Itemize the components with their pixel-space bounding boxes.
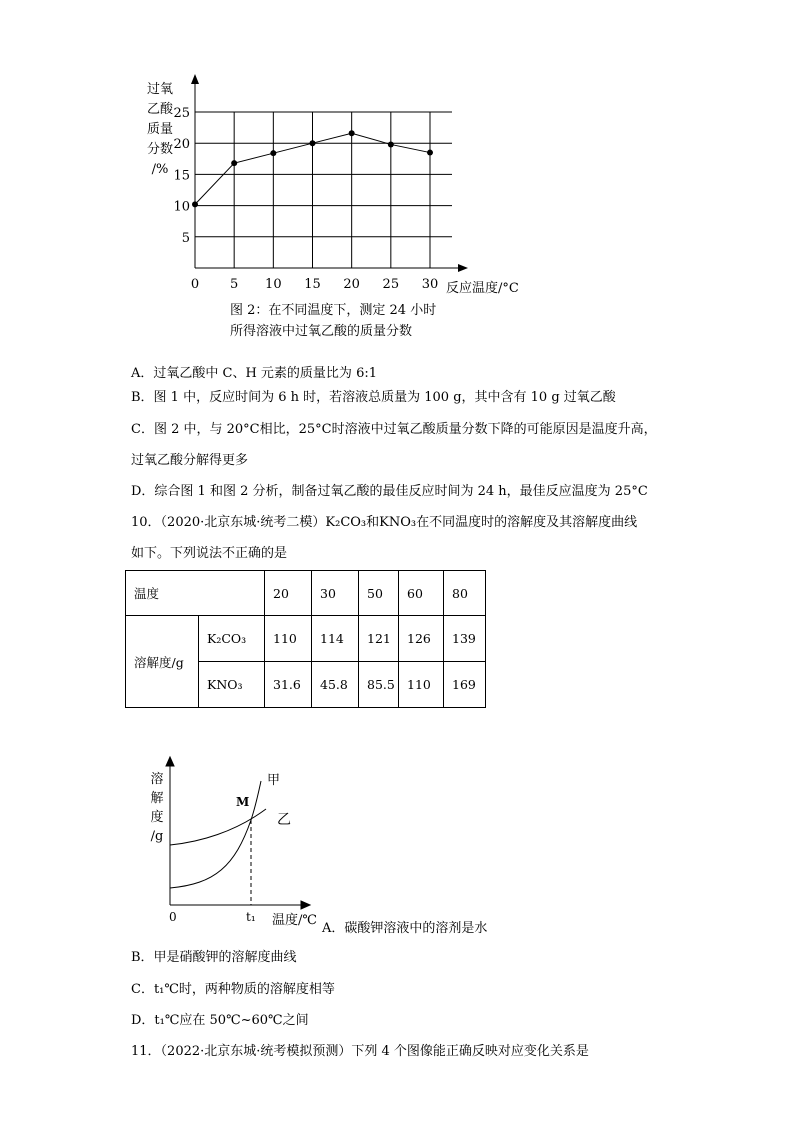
solubility-table: [125, 570, 486, 708]
table-cell: 139: [444, 616, 486, 662]
curve-label-yi: 乙: [277, 812, 291, 828]
q10-option-c: C．t₁℃时，两种物质的溶解度相等: [131, 982, 335, 997]
x-tick-label: 5: [230, 277, 239, 292]
y-tick-label: 15: [173, 168, 190, 184]
chart-ticks: [173, 106, 438, 292]
table-cell: 20: [265, 571, 312, 616]
table-cell: 45.8: [312, 662, 359, 708]
x-axis-arrow: [458, 264, 468, 272]
y-tick-label: 25: [173, 106, 190, 121]
point-label-m: M: [236, 795, 250, 809]
table-row: [126, 571, 486, 616]
ylabel-line: 分数: [146, 142, 173, 157]
question-10-stem: [131, 515, 637, 531]
x-tick-label: 15: [304, 277, 321, 292]
y-tick-label: 20: [173, 137, 190, 153]
x-tick-label: 25: [382, 277, 400, 292]
table-row: [126, 616, 486, 662]
stem-and: 和: [366, 515, 380, 530]
y-axis-arrow: [191, 74, 199, 84]
ylabel-char: 溶: [150, 772, 164, 787]
x-tick-label: 20: [343, 277, 360, 292]
table-cell: 169: [444, 662, 486, 708]
ylabel-char: 解: [150, 791, 164, 806]
table-cell: 50: [359, 571, 399, 616]
table-header-solubility: 溶解度/g: [126, 616, 199, 708]
diagram-ylabel: [150, 770, 164, 846]
diagram-xlabel: 温度/℃: [272, 913, 317, 928]
q10-option-d: D．t₁℃应在 50℃~60℃之间: [131, 1013, 309, 1028]
chart-xlabel: 反应温度/°C: [446, 281, 519, 296]
table-cell: 114: [312, 616, 359, 662]
data-point: [388, 141, 394, 147]
data-point: [427, 150, 433, 156]
stem-prefix: 10．（2020·北京东城·统考二模）: [131, 515, 326, 530]
x-tick-label: 30: [421, 277, 439, 292]
x-tick-label: 10: [265, 277, 282, 292]
formula-kno3: KNO₃: [379, 515, 417, 530]
option-c: C．图 2 中，与 20°C相比，25°C时溶液中过氧乙酸质量分数下降的可能原因是温度升高，: [131, 422, 657, 437]
table-cell: K₂CO₃: [199, 616, 265, 662]
table-cell: 85.5: [359, 662, 399, 708]
mass-fraction-chart: [0, 0, 794, 350]
table-cell: 126: [399, 616, 444, 662]
table-cell: 60: [399, 571, 444, 616]
data-point: [310, 140, 316, 146]
data-point: [192, 201, 198, 207]
option-c-cont: 过氧乙酸分解得更多: [131, 453, 249, 468]
ylabel-line: 过氧: [146, 82, 173, 97]
table-cell: 30: [312, 571, 359, 616]
chart-ylabel: [143, 80, 177, 180]
chart-axes: [191, 74, 468, 272]
table-cell: 80: [444, 571, 486, 616]
y-tick-label: 10: [173, 199, 190, 215]
table-cell: 121: [359, 616, 399, 662]
option-a: A．过氧乙酸中 C、H 元素的质量比为 6:1: [131, 366, 377, 381]
table-cell: 110: [399, 662, 444, 708]
y-axis-arrow: [166, 757, 174, 766]
curve-label-jia: 甲: [267, 773, 281, 788]
data-point: [231, 160, 237, 166]
y-tick-label: 5: [181, 230, 190, 246]
q10-option-a: A．碳酸钾溶液中的溶剂是水: [322, 921, 488, 936]
formula-k2co3: K₂CO₃: [325, 515, 367, 530]
t1-label: t₁: [246, 910, 256, 924]
question-10-stem-2: 如下。下列说法不正确的是: [131, 546, 288, 561]
curve-yi: [170, 809, 266, 845]
table-cell: 31.6: [265, 662, 312, 708]
table-cell: 110: [265, 616, 312, 662]
q10-option-b: B．甲是硝酸钾的溶解度曲线: [131, 950, 297, 965]
option-d: D．综合图 1 和图 2 分析，制备过氧乙酸的最佳反应时间为 24 h，最佳反应温度为 25°C: [131, 484, 648, 499]
x-axis-arrow: [301, 901, 310, 909]
table-header-temp: 温度: [126, 571, 265, 616]
chart-caption-2: 所得溶液中过氧乙酸的质量分数: [230, 324, 413, 339]
table-cell: KNO₃: [199, 662, 265, 708]
ylabel-char: 度: [150, 810, 164, 825]
ylabel-line: 质量: [146, 122, 173, 137]
ylabel-line: /%: [151, 162, 169, 177]
chart-grid: [195, 112, 452, 268]
origin-label: 0: [169, 910, 177, 924]
data-point: [270, 150, 276, 156]
option-b: B．图 1 中，反应时间为 6 h 时，若溶液总质量为 100 g，其中含有 10 g 过氧乙酸: [131, 390, 616, 405]
ylabel-char: /g: [150, 829, 164, 844]
x-tick-label: 0: [190, 277, 200, 292]
data-point: [349, 130, 355, 136]
question-11-stem: 11．（2022·北京东城·统考模拟预测）下列 4 个图像能正确反映对应变化关系是: [131, 1044, 589, 1059]
stem-suffix: 在不同温度时的溶解度及其溶解度曲线: [416, 515, 638, 530]
chart-caption: 图 2：在不同温度下，测定 24 小时: [230, 303, 437, 318]
ylabel-line: 乙酸: [146, 102, 173, 117]
